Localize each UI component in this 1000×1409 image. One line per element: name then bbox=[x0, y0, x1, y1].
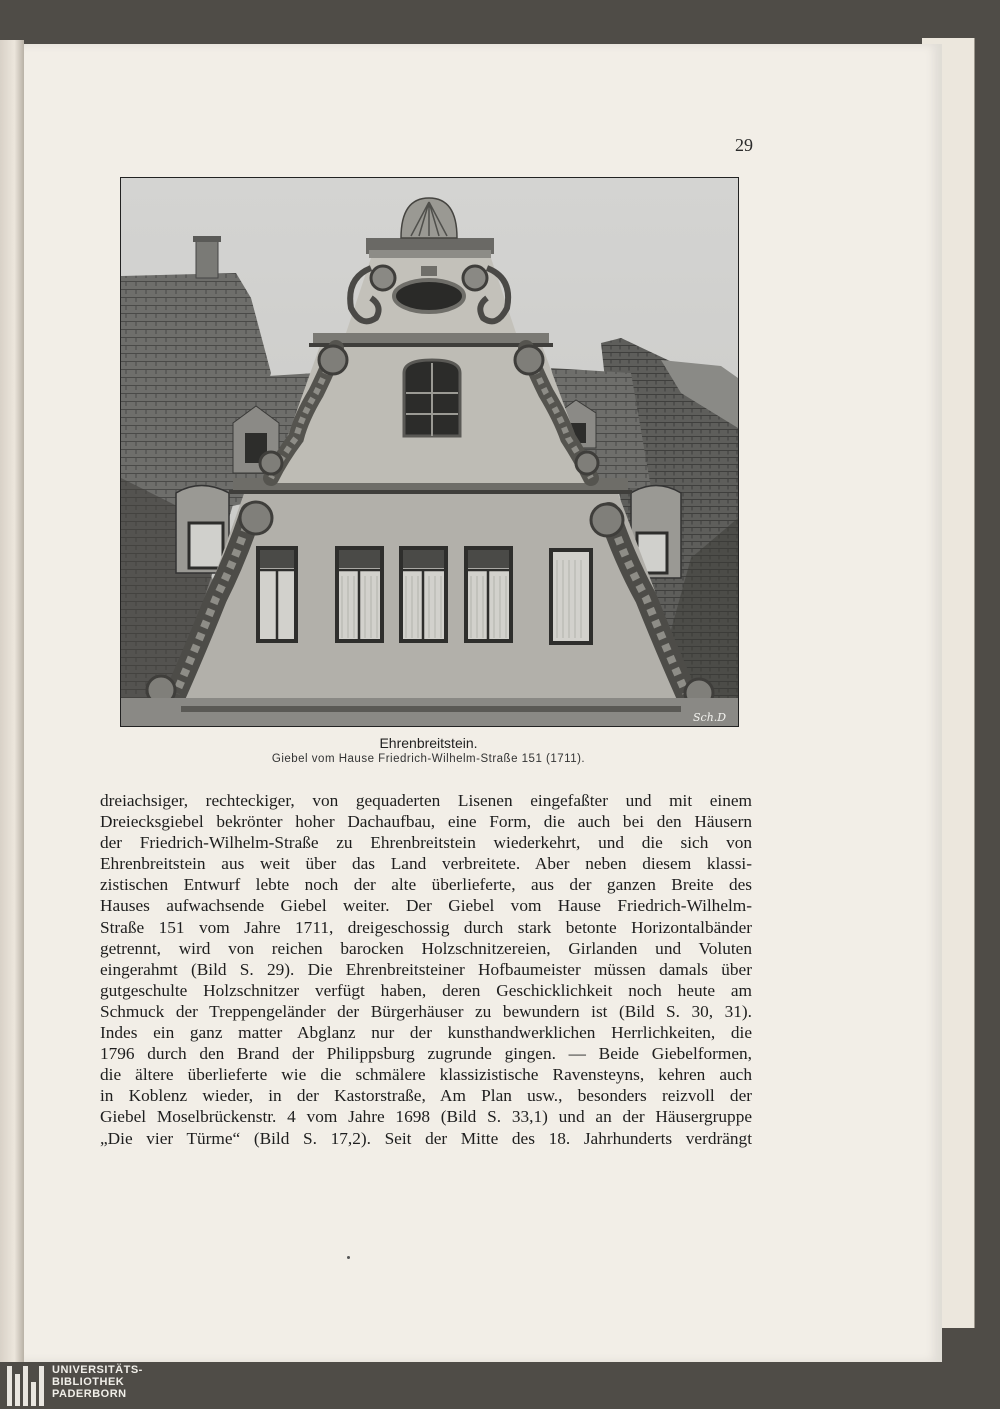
library-footer bbox=[0, 1362, 1000, 1409]
library-name-line3: PADERBORN bbox=[52, 1388, 127, 1400]
library-name-line2: BIBLIOTHEK bbox=[52, 1376, 125, 1388]
figure-subtitle: Giebel vom Hause Friedrich-Wilhelm-Straße 151 (1711). bbox=[271, 753, 586, 765]
text-line: eingerahmt (Bild S. 29). Die Ehrenbreitsteiner Hofbaumeister müssen damals über bbox=[100, 959, 752, 979]
library-name bbox=[52, 1364, 143, 1400]
text-line: die ältere überlieferte wie die schmälere klassizistische Ravensteyns, kehren auch bbox=[100, 1065, 752, 1085]
page-number: 29 bbox=[735, 135, 753, 155]
body-text bbox=[100, 790, 752, 1149]
text-line: Dreiecksgiebel bekrönter hoher Dachaufbau, eine Form, die auch bei den Häusern bbox=[100, 812, 752, 832]
text-line: dreiachsiger, rechteckiger, von gequaderten Lisenen eingefaßter und mit einem bbox=[100, 791, 752, 810]
text-line: zistischen Entwurf lebte noch der alte überlieferte, aus der ganzen Breite des bbox=[100, 875, 752, 895]
text-line: in Koblenz wieder, in der Kastorstraße, Am Plan usw., besonders reizvoll der bbox=[100, 1086, 752, 1106]
text-line: Giebel Moselbrückenstr. 4 vom Jahre 1698 (Bild S. 33,1) und an der Häusergruppe bbox=[100, 1107, 752, 1127]
figure-title: Ehrenbreitstein. bbox=[379, 735, 478, 751]
page-speck bbox=[347, 1256, 350, 1259]
gable-photograph bbox=[120, 177, 739, 727]
text-line: „Die vier Türme“ (Bild S. 17,2). Seit der Mitte des 18. Jahrhunderts verdrängt bbox=[100, 1128, 752, 1148]
photo-signature: Sch.D bbox=[693, 711, 727, 724]
text-line: 1796 durch den Brand der Philippsburg zugrunde gingen. — Beide Giebelformen, bbox=[100, 1044, 752, 1064]
text-line: gutgeschulte Holzschnitzer verfügt haben, deren Geschicklichkeit noch heute am bbox=[100, 980, 752, 1000]
library-name-line1: UNIVERSITÄTS- bbox=[52, 1364, 143, 1376]
text-line: Hauses aufwachsende Giebel weiter. Der Giebel vom Hause Friedrich-Wilhelm- bbox=[100, 896, 752, 916]
text-line: der Friedrich-Wilhelm-Straße zu Ehrenbreitstein wiederkehrt, und die sich von bbox=[100, 833, 752, 853]
left-page-edge bbox=[0, 40, 24, 1370]
text-line: Schmuck der Treppengeländer der Bürgerhäuser zu bewundern ist (Bild S. 30, 31). bbox=[100, 1001, 752, 1021]
text-line: getrennt, wird von reichen barocken Holzschnitzereien, Girlanden und Voluten bbox=[100, 938, 752, 958]
library-logo-icon bbox=[7, 1366, 45, 1406]
text-line: Indes ein ganz matter Abglanz nur der kunsthandwerklichen Herrlichkeiten, die bbox=[100, 1023, 752, 1043]
text-line: Straße 151 vom Jahre 1711, dreigeschossig durch stark betonte Horizontalbänder bbox=[100, 917, 752, 937]
text-line: Ehrenbreitstein aus weit über das Land verbreitete. Aber neben diesem klassi- bbox=[100, 854, 752, 874]
